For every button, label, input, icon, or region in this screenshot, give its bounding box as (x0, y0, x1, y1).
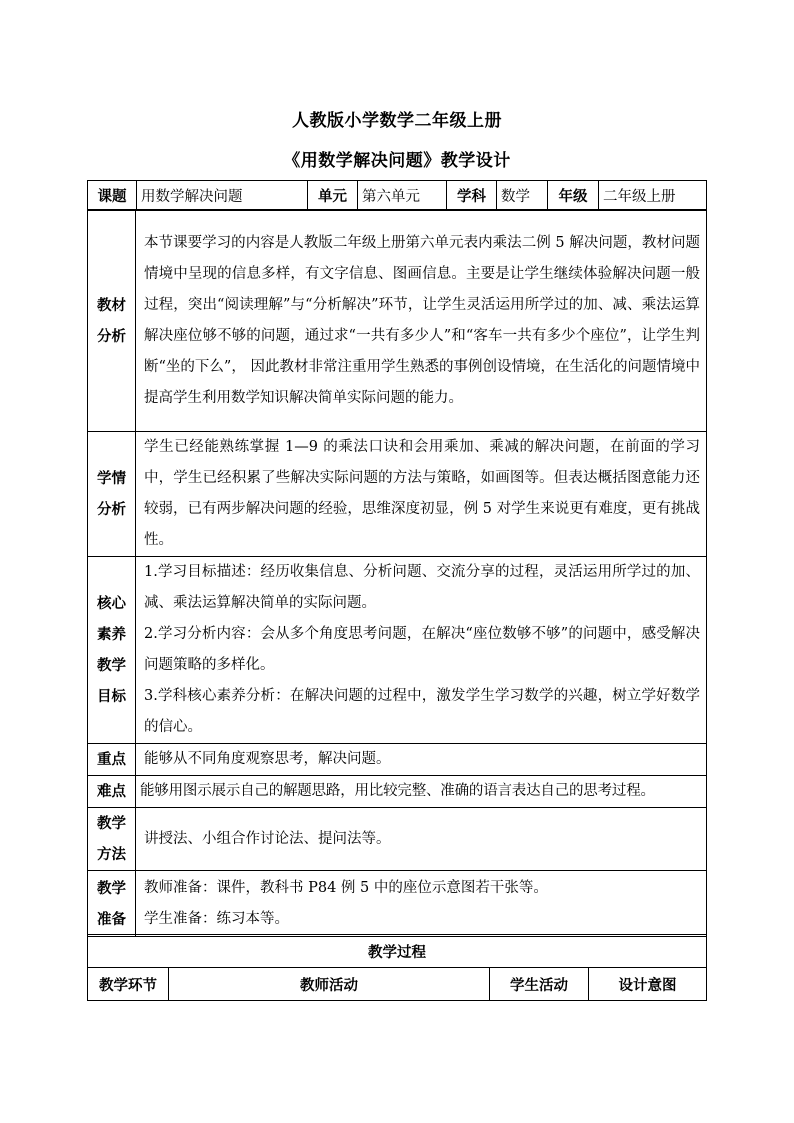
grade-value: 二年级上册 (599, 181, 707, 211)
preparation-label (88, 871, 136, 937)
teaching-process-title: 教学过程 (88, 935, 707, 968)
teaching-goals-row (88, 557, 707, 744)
document-subtitle: 《用数学解决问题》教学设计 (283, 151, 511, 171)
column-header-stage: 教学环节 (88, 968, 169, 1001)
course-label: 课题 (88, 181, 137, 211)
label-line: 分析 (97, 327, 126, 345)
label-line: 教材 (97, 296, 126, 314)
label-line: 方法 (97, 846, 126, 863)
label-line: 教学 (97, 815, 126, 832)
label-line: 学情 (97, 470, 126, 487)
learner-analysis-row (88, 432, 707, 557)
teacher-preparation: 教师准备：课件，教科书 P84 例 5 中的座位示意图若干张等。 (144, 879, 548, 896)
label-line: 核心 (97, 595, 126, 612)
material-analysis-row (88, 210, 707, 432)
learner-analysis-text: 学生已经能熟练掌握 1—9 的乘法口诀和会用乘加、乘减的解决问题，在前面的学习中，学生已经积累了些解决实际问题的方法与策略，如画图等。但表达概括图意能力还较弱，已有两步解决问题的经验，思维深度初显，例 5 对学生来说更有难度，更有挑战性。 (136, 432, 707, 557)
label-line: 分析 (97, 501, 126, 518)
difficulty-row (88, 776, 707, 808)
goal-item: 2.学习分析内容：会从多个角度思考问题，在解决“座位数够不够”的问题中，感受解决问题策略的多样化。 (144, 626, 700, 673)
key-point-text: 能够从不同角度观察思考，解决问题。 (136, 744, 707, 776)
difficulty-label: 难点 (88, 776, 136, 808)
key-point-row (88, 744, 707, 776)
preparation-row (88, 871, 707, 937)
label-line: 教学 (97, 657, 126, 674)
label-line: 准备 (97, 910, 126, 928)
document-title: 人教版小学数学二年级上册 (292, 111, 502, 131)
column-header-teacher: 教师活动 (169, 968, 490, 1001)
goal-item: 3.学科核心素养分析：在解决问题的过程中，激发学生学习数学的兴趣，树立学好数学的信心。 (144, 688, 700, 735)
unit-value: 第六单元 (358, 181, 447, 211)
label-line: 教学 (97, 879, 126, 897)
goal-item: 1.学习目标描述：经历收集信息、分析问题、交流分享的过程，灵活运用所学过的加、减、乘法运算解决简单的实际问题。 (144, 564, 700, 611)
teaching-goals-text (136, 557, 707, 744)
material-analysis-text: 本节课要学习的内容是人教版二年级上册第六单元表内乘法二例 5 解决问题，教材问题情境中呈现的信息多样，有文字信息、图画信息。主要是让学生继续体验解决问题一般过程，突出“阅读理解”与“分析解决”环节，让学生灵活运用所学过的加、减、乘法运算解决座位够不够的问题，通过求“一共有多少人”和“客车一共有多少个座位”，让学生判断“坐的下么”， 因此教材非常注重用学生熟悉的事例创设情境，在生活化的问题情境中提高学生利用数学知识解决简单实际问题的能力。 (136, 210, 707, 432)
column-header-intent: 设计意图 (589, 968, 707, 1001)
teaching-goals-label (88, 557, 136, 744)
column-header-student: 学生活动 (490, 968, 589, 1001)
difficulty-text: 能够用图示展示自己的解题思路，用比较完整、准确的语言表达自己的思考过程。 (136, 776, 707, 808)
student-preparation: 学生准备：练习本等。 (144, 910, 289, 927)
unit-label: 单元 (308, 181, 358, 211)
method-row (88, 808, 707, 871)
method-label (88, 808, 136, 871)
lesson-info-row (87, 180, 707, 211)
material-analysis-label (88, 210, 136, 432)
course-value: 用数学解决问题 (137, 181, 308, 211)
subject-label: 学科 (447, 181, 497, 211)
label-line: 目标 (97, 688, 126, 705)
lesson-analysis-table (87, 209, 707, 937)
key-point-label: 重点 (88, 744, 136, 776)
learner-analysis-label (88, 432, 136, 557)
label-line: 素养 (97, 626, 126, 643)
preparation-text (136, 871, 707, 937)
method-text: 讲授法、小组合作讨论法、提问法等。 (136, 808, 707, 871)
subject-value: 数学 (497, 181, 548, 211)
teaching-process-table (87, 934, 707, 1001)
grade-label: 年级 (548, 181, 599, 211)
